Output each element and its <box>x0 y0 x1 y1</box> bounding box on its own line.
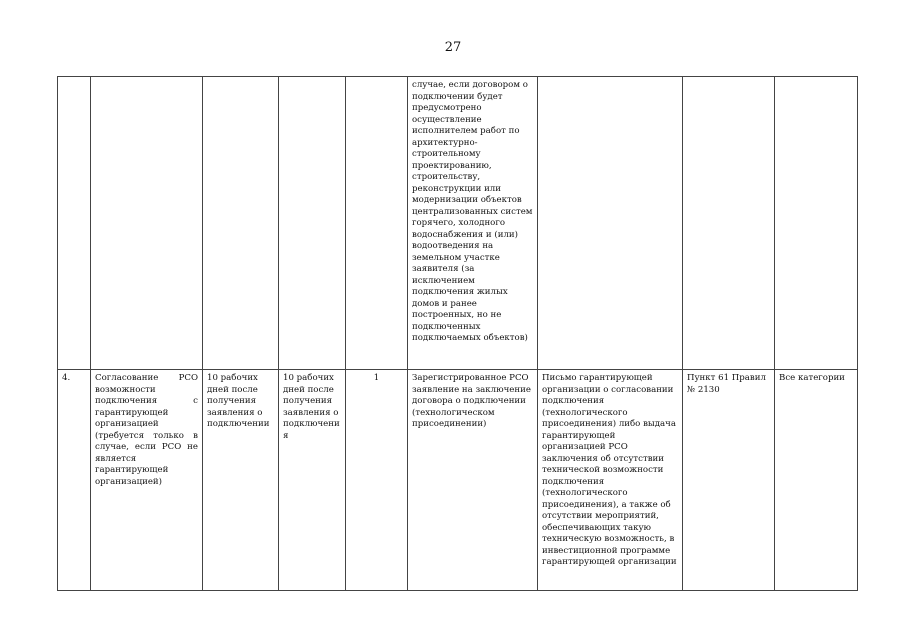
procedure-table <box>57 76 858 591</box>
cell-term-regulated: 10 рабочих дней после получения заявления о подключении <box>203 370 279 591</box>
cell-legal-basis <box>683 77 775 370</box>
cell-category: Все категории <box>775 370 858 591</box>
cell-term-actual: 10 рабочих дней после получения заявления о подключени я <box>279 370 346 591</box>
cell-legal-basis: Пункт 61 Правил № 2130 <box>683 370 775 591</box>
cell-count: 1 <box>346 370 408 591</box>
cell-input: Зарегистрированное РСО заявление на заключение договора о подключении (технологическом присоединении) <box>408 370 538 591</box>
page-number: 27 <box>444 40 462 55</box>
cell-input: случае, если договором о подключении будет предусмотрено осуществление исполнителем работ по архитектурно- строительному проектированию, строительству, реконструкции или модернизации объектов централизованных систем горячего, холодного водоснабжения и (или) водоотведения на земельном участке заявителя (за исключением подключения жилых домов и ранее построенных, но не подключенных подключаемых объектов) <box>408 77 538 370</box>
table-row <box>58 77 858 370</box>
table-row <box>58 370 858 591</box>
cell-term-regulated <box>203 77 279 370</box>
cell-category <box>775 77 858 370</box>
cell-term-actual <box>279 77 346 370</box>
cell-procedure <box>91 77 203 370</box>
cell-count <box>346 77 408 370</box>
cell-number <box>58 77 91 370</box>
cell-result: Письмо гарантирующей организации о согласовании подключения (технологического присоединения) либо выдача гарантирующей организацией РСО заключения об отсутствии технической возможности подключения (технологического присоединения), а также об отсутствии мероприятий, обеспечивающих такую техническую возможность, в инвестиционной программе гарантирующей организации <box>538 370 683 591</box>
cell-result <box>538 77 683 370</box>
cell-procedure: Согласование РСО возможности подключения с гарантирующей организацией (требуется только в случае, если РСО не является гарантирующей организацией) <box>91 370 203 591</box>
cell-number: 4. <box>58 370 91 591</box>
